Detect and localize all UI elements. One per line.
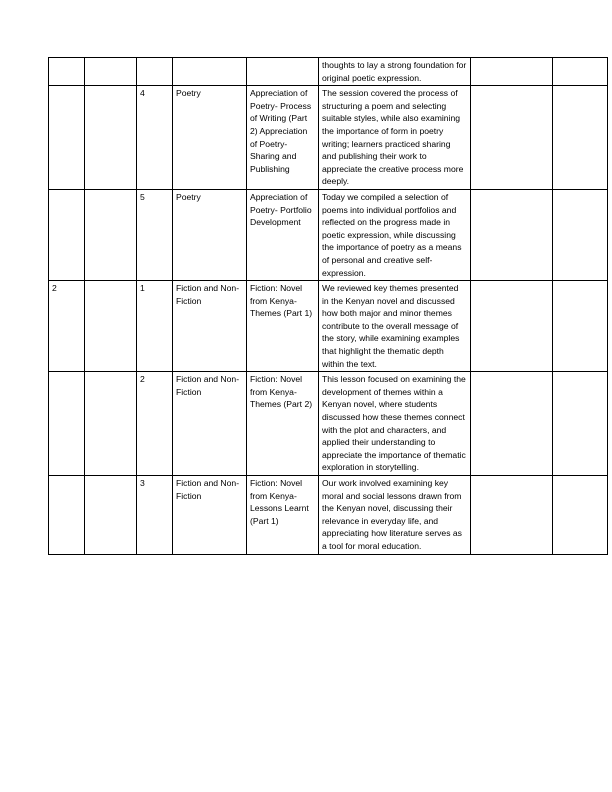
blank-cell <box>471 281 553 372</box>
strand-cell: Fiction and Non-Fiction <box>173 281 247 372</box>
lesson-number-cell: 1 <box>137 281 173 372</box>
blank-cell <box>471 189 553 280</box>
lesson-number-cell: 4 <box>137 86 173 190</box>
blank-cell <box>85 189 137 280</box>
week-cell <box>49 86 85 190</box>
blank-cell <box>85 58 137 86</box>
table-row <box>49 86 608 190</box>
blank-cell <box>553 476 608 555</box>
sub-strand-cell: Appreciation of Poetry- Process of Writing (Part 2) Appreciation of Poetry- Sharing and Publishing <box>247 86 319 190</box>
lesson-log-body <box>49 58 608 555</box>
week-cell <box>49 189 85 280</box>
table-row <box>49 189 608 280</box>
lesson-number-cell <box>137 58 173 86</box>
blank-cell <box>85 476 137 555</box>
table-row <box>49 372 608 476</box>
blank-cell <box>553 281 608 372</box>
table-row <box>49 58 608 86</box>
blank-cell <box>471 372 553 476</box>
week-cell <box>49 476 85 555</box>
sub-strand-cell: Fiction: Novel from Kenya- Themes (Part 2) <box>247 372 319 476</box>
blank-cell <box>553 372 608 476</box>
reflection-cell: Our work involved examining key moral and social lessons drawn from the Kenyan novel, discussing their relevance in everyday life, and appreciating how literature serves as a tool for moral education. <box>319 476 471 555</box>
blank-cell <box>553 58 608 86</box>
blank-cell <box>85 372 137 476</box>
strand-cell: Poetry <box>173 189 247 280</box>
sub-strand-cell: Appreciation of Poetry- Portfolio Development <box>247 189 319 280</box>
blank-cell <box>471 86 553 190</box>
week-cell: 2 <box>49 281 85 372</box>
blank-cell <box>553 189 608 280</box>
reflection-cell: We reviewed key themes presented in the Kenyan novel and discussed how both major and minor themes contribute to the overall message of the story, while examining examples that highlight the thematic depth within the text. <box>319 281 471 372</box>
week-cell <box>49 372 85 476</box>
blank-cell <box>471 58 553 86</box>
blank-cell <box>553 86 608 190</box>
blank-cell <box>471 476 553 555</box>
reflection-cell: thoughts to lay a strong foundation for original poetic expression. <box>319 58 471 86</box>
strand-cell: Fiction and Non-Fiction <box>173 372 247 476</box>
reflection-cell: This lesson focused on examining the development of themes within a Kenyan novel, where students discussed how these themes connect with the plot and characters, and applied their understanding to appreciate the importance of thematic exploration in storytelling. <box>319 372 471 476</box>
strand-cell: Fiction and Non-Fiction <box>173 476 247 555</box>
reflection-cell: The session covered the process of structuring a poem and selecting suitable styles, while also examining the importance of form in poetry writing; learners practiced sharing and publishing their work to appreciate the creative process more deeply. <box>319 86 471 190</box>
week-cell <box>49 58 85 86</box>
blank-cell <box>85 86 137 190</box>
blank-cell <box>85 281 137 372</box>
lesson-log-table <box>48 57 608 555</box>
strand-cell <box>173 58 247 86</box>
lesson-number-cell: 5 <box>137 189 173 280</box>
lesson-number-cell: 2 <box>137 372 173 476</box>
table-row <box>49 476 608 555</box>
lesson-number-cell: 3 <box>137 476 173 555</box>
strand-cell: Poetry <box>173 86 247 190</box>
table-row <box>49 281 608 372</box>
sub-strand-cell: Fiction: Novel from Kenya- Themes (Part 1) <box>247 281 319 372</box>
reflection-cell: Today we compiled a selection of poems into individual portfolios and reflected on the progress made in poetic expression, while discussing the importance of poetry as a means of personal and creative self-expression. <box>319 189 471 280</box>
sub-strand-cell <box>247 58 319 86</box>
sub-strand-cell: Fiction: Novel from Kenya- Lessons Learnt (Part 1) <box>247 476 319 555</box>
